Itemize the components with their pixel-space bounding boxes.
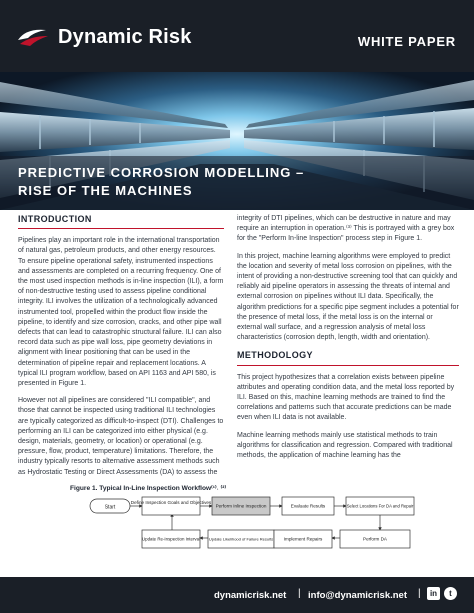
dynamic-risk-logo-icon [16,24,50,50]
page-title [18,164,304,200]
intro-paragraph-2: However not all pipelines are considered "ILI compatible", and those that cannot be inspected using traditional ILI technologies are typically categorized as difficult-to-inspect (DTI). Challenges to performing an ILI can be categorized into either physical (e.g. design, materials, geometry, or location) or operational (e.g. pressure, flow, product, temperature) limitations. Therefore, the industry typically resorts to alternative assessment methods such as Hydrostatic Testing or Direct Assessments (DA) to assess the [18,397,224,476]
right-paragraph-1: integrity of DTI pipelines, which can be destructive in nature and may require an interruption in operation.⁽³⁾ This is portrayed with a grey box for the "Perform In-line Inspection" process step in Figure 1. [237,215,455,243]
website-link[interactable]: dynamicrisk.net [214,590,287,601]
document-type-label: WHITE PAPER [357,34,456,49]
introduction-heading: INTRODUCTION [18,214,224,229]
brand-logo[interactable] [16,24,192,50]
step-define-line: Define Inspection Goals and Objectives [130,500,212,505]
title-line-2: RISE OF THE MACHINES [18,183,193,198]
figure-title: Figure 1. Typical In-Line Inspection Workflow⁽¹⁾˒ ⁽²⁾ [70,485,227,492]
footer-separator: | [298,588,301,599]
methodology-heading: METHODOLOGY [237,350,459,365]
step-start-label: Start [104,504,116,511]
title-line-1: PREDICTIVE CORROSION MODELLING – [18,165,305,180]
ili-workflow-diagram [86,492,446,554]
step-implement-label: Implement Repairs [283,536,323,542]
step-perform-da-label: Perform DA [363,536,387,542]
footer-separator-2: | [418,588,421,599]
header-bar [0,0,474,72]
method-paragraph-2: Machine learning methods mainly use statistical methods to train algorithms for classification and regression. Compared with traditional methods, the application of machine learning has the [237,431,453,460]
step-evaluate-label: Evaluate Results [290,503,326,509]
method-paragraph-1: This project hypothesizes that a correlation exists between pipeline attributes and operating condition data, and the metal loss reported by ILI. Based on this, machine learning methods are trained to find the correlations and patterns such that accurate predictions can be made even when ILI data is not available. [237,373,455,422]
left-column [18,214,224,485]
right-paragraph-2: In this project, machine learning algorithms were employed to predict the location and severity of metal loss corrosion on pipelines, with the intent of providing a non-destructive screening tool that can quickly and reliably aid pipeline operators in assessing the threats of internal and external corrosion on pipelines without ILI data. Specifically, the algorithm predictions for a specific pipe segment includes a potential for the presence of metal loss, if the metal loss is on the internal or external wall surface, and a regression analysis of metal loss characteristics (corrosion depth, length, width and orientation). [237,252,459,342]
step-define-label [131,500,212,505]
linkedin-icon[interactable]: in [427,587,440,600]
email-link[interactable]: info@dynamicrisk.net [308,590,408,601]
step-update-reinspection-label: Update Re-Inspection Interval [141,536,201,542]
brand-name: Dynamic Risk [58,25,192,48]
footer-bar [0,577,474,613]
step-perform-ili-label: Perform Inline Inspection [215,503,267,509]
step-update-likelihood-label: Update Likelihood of Failure Results [208,536,274,542]
intro-paragraph-1: Pipelines play an important role in the international transportation of natural gas, petroleum products, and other energy resources. To ensure pipeline operational safety, instrumented inspections and assessments are completed on a recurring frequency. One of the most used inspection methods is in-line inspection (ILI), a form of non-destructive testing used to assess pipeline conditional integrity. ILI involves the utilization of a technologically advanced instrumented tool, propelled within the product flow inside the pipeline, to identify and size corrosion, cracks, and other pipe wall defects that can lead to catastrophic structural failure. ILI can also record data such as pipe wall loss, pipe geometry deviations in alignment with linear positioning that can be used in the determination of pipeline repair and replacement locations. A typical ILI program workflow, based on API 1163 and API 580, is presented in Figure 1. [18,237,224,388]
twitter-icon[interactable]: t [444,587,457,600]
right-column [237,214,459,468]
step-select-label: Select Locations For DA and Repair [346,503,414,509]
